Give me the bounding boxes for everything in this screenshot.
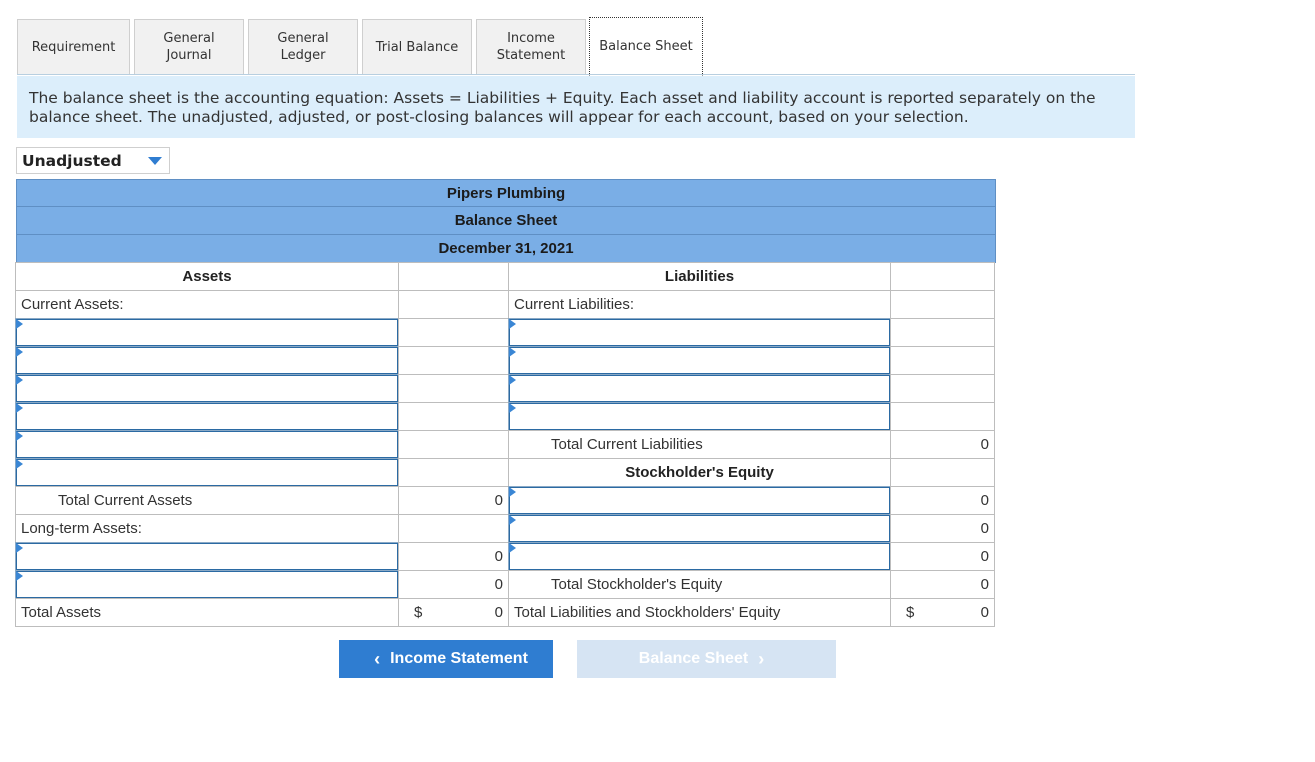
dollar-sign: $ xyxy=(414,604,423,621)
next-balance-sheet-button[interactable] xyxy=(577,640,836,678)
tab-general-journal[interactable]: General Journal xyxy=(134,19,244,75)
dollar-sign: $ xyxy=(906,604,915,621)
equity-amount: 0 xyxy=(890,514,995,543)
empty-cell xyxy=(890,262,995,291)
current-liability-account-input[interactable] xyxy=(508,402,891,431)
total-assets-label: Total Assets xyxy=(15,598,399,627)
equity-account-input[interactable] xyxy=(508,486,891,515)
total-stockholders-equity-value: 0 xyxy=(890,570,995,599)
current-liability-amount xyxy=(890,346,995,375)
statement-date: December 31, 2021 xyxy=(16,235,996,263)
tab-divider xyxy=(17,74,1135,75)
tab-income-statement[interactable]: Income Statement xyxy=(476,19,586,75)
tab-general-ledger[interactable]: General Ledger xyxy=(248,19,358,75)
balance-type-select[interactable] xyxy=(16,147,170,174)
total-liabilities-equity-cell xyxy=(890,598,995,627)
empty-cell xyxy=(398,262,509,291)
current-asset-amount xyxy=(398,374,509,403)
current-liabilities-label: Current Liabilities: xyxy=(508,290,891,319)
table-row xyxy=(16,319,996,347)
current-asset-account-input[interactable] xyxy=(15,318,399,347)
empty-cell xyxy=(398,290,509,319)
total-current-assets-value: 0 xyxy=(398,486,509,515)
long-term-assets-label: Long-term Assets: xyxy=(15,514,399,543)
prev-button-label: Income Statement xyxy=(390,650,528,667)
current-liability-amount xyxy=(890,402,995,431)
current-asset-account-input[interactable] xyxy=(15,402,399,431)
empty-cell xyxy=(890,458,995,487)
long-term-asset-amount: 0 xyxy=(398,570,509,599)
table-row xyxy=(16,431,996,459)
current-asset-account-input[interactable] xyxy=(15,346,399,375)
tab-trial-balance[interactable]: Trial Balance xyxy=(362,19,472,75)
company-name: Pipers Plumbing xyxy=(16,179,996,207)
current-asset-account-input[interactable] xyxy=(15,374,399,403)
chevron-down-icon xyxy=(148,157,162,165)
current-asset-amount xyxy=(398,346,509,375)
total-stockholders-equity-label: Total Stockholder's Equity xyxy=(508,570,891,599)
chevron-left-icon: ‹ xyxy=(374,648,381,669)
table-row xyxy=(16,375,996,403)
table-row xyxy=(16,263,996,291)
instruction-banner: The balance sheet is the accounting equation: Assets = Liabilities + Equity. Each asset and liability account is reported separately on the balance sheet. The unadjusted, adjusted, or post-closing balances will appear for each account, based on your selection. xyxy=(17,76,1135,138)
table-row xyxy=(16,403,996,431)
balance-type-selected: Unadjusted xyxy=(22,151,122,170)
statement-title: Balance Sheet xyxy=(16,207,996,235)
empty-cell xyxy=(890,290,995,319)
total-current-liabilities-value: 0 xyxy=(890,430,995,459)
current-asset-amount xyxy=(398,318,509,347)
current-asset-amount xyxy=(398,458,509,487)
assets-header: Assets xyxy=(15,262,399,291)
current-liability-account-input[interactable] xyxy=(508,374,891,403)
equity-amount: 0 xyxy=(890,486,995,515)
table-row xyxy=(16,459,996,487)
total-liabilities-equity-label: Total Liabilities and Stockholders' Equity xyxy=(508,598,891,627)
current-liability-amount xyxy=(890,374,995,403)
chevron-right-icon: › xyxy=(758,648,765,669)
current-asset-amount xyxy=(398,430,509,459)
stockholders-equity-header: Stockholder's Equity xyxy=(508,458,891,487)
long-term-asset-amount: 0 xyxy=(398,542,509,571)
total-assets-value: 0 xyxy=(494,604,503,621)
equity-account-input[interactable] xyxy=(508,542,891,571)
total-assets-cell xyxy=(398,598,509,627)
table-row xyxy=(16,571,996,599)
total-liabilities-equity-value: 0 xyxy=(980,604,989,621)
empty-cell xyxy=(398,514,509,543)
current-asset-account-input[interactable] xyxy=(15,430,399,459)
current-liability-account-input[interactable] xyxy=(508,346,891,375)
table-row xyxy=(16,515,996,543)
tab-requirement[interactable]: Requirement xyxy=(17,19,130,75)
equity-account-input[interactable] xyxy=(508,514,891,543)
balance-sheet-table xyxy=(16,179,996,627)
current-assets-label: Current Assets: xyxy=(15,290,399,319)
next-button-label: Balance Sheet xyxy=(638,650,749,667)
table-row xyxy=(16,347,996,375)
total-current-assets-label: Total Current Assets xyxy=(15,486,399,515)
prev-income-statement-button[interactable] xyxy=(339,640,553,678)
table-row xyxy=(16,487,996,515)
current-liability-amount xyxy=(890,318,995,347)
tab-balance-sheet[interactable]: Balance Sheet xyxy=(589,17,703,76)
long-term-asset-account-input[interactable] xyxy=(15,570,399,599)
table-row xyxy=(16,291,996,319)
equity-amount: 0 xyxy=(890,542,995,571)
current-asset-amount xyxy=(398,402,509,431)
current-liability-account-input[interactable] xyxy=(508,318,891,347)
total-current-liabilities-label: Total Current Liabilities xyxy=(508,430,891,459)
current-asset-account-input[interactable] xyxy=(15,458,399,487)
table-row xyxy=(16,543,996,571)
table-row xyxy=(16,599,996,627)
liabilities-header: Liabilities xyxy=(508,262,891,291)
long-term-asset-account-input[interactable] xyxy=(15,542,399,571)
